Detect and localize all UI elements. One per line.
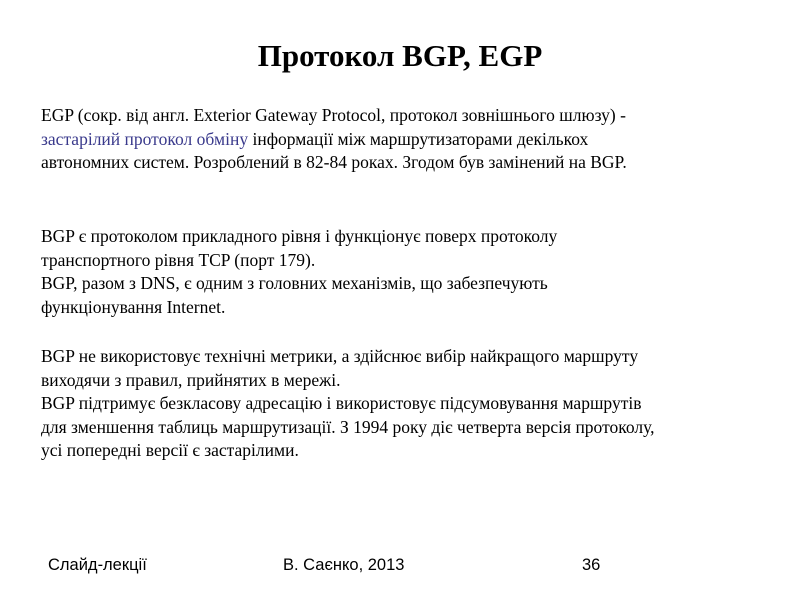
bgp-routing-paragraph: [41, 345, 771, 463]
egp-paragraph: [41, 104, 771, 175]
footer-course-name: Слайд-лекції: [48, 556, 147, 574]
bgp-layer-line-3: BGP, разом з DNS, є одним з головних механізмів, що забезпечують: [41, 273, 548, 293]
bgp-layer-line-2: транспортного рівня TCP (порт 179).: [41, 249, 316, 270]
bgp-layer-line-4: функціонування Internet.: [41, 296, 226, 317]
bgp-layer-paragraph: [41, 225, 771, 319]
bgp-routing-line-1: BGP не використовує технічні метрики, а здійснює вибір найкращого маршруту: [41, 346, 639, 366]
bgp-routing-line-4: для зменшення таблиць маршрутизації. З 1994 року діє четверта версія протоколу,: [41, 416, 655, 437]
bgp-layer-line-1: BGP є протоколом прикладного рівня і функціонує поверх протоколу: [41, 226, 558, 246]
footer-author: В. Саєнко, 2013: [283, 556, 405, 574]
slide-title: Протокол BGP, EGP: [257, 38, 543, 73]
footer-page-number: 36: [582, 556, 601, 574]
egp-line-3: автономних систем. Розроблений в 82-84 роках. Згодом був замінений на BGP.: [41, 152, 627, 172]
egp-line-2-rest: інформації між маршрутизаторами декількох: [248, 128, 589, 149]
bgp-routing-line-5: усі попередні версії є застарілими.: [41, 440, 299, 460]
egp-line-2: [41, 128, 771, 152]
bgp-routing-line-2: виходячи з правил, прийнятих в мережі.: [41, 369, 341, 390]
obsolete-protocol-link[interactable]: застарілий протокол обміну: [41, 128, 249, 149]
bgp-routing-line-3: BGP підтримує безкласову адресацію і використовує підсумовування маршрутів: [41, 393, 642, 413]
egp-line-1: EGP (сокр. від англ. Exterior Gateway Protocol, протокол зовнішнього шлюзу) -: [41, 105, 626, 125]
